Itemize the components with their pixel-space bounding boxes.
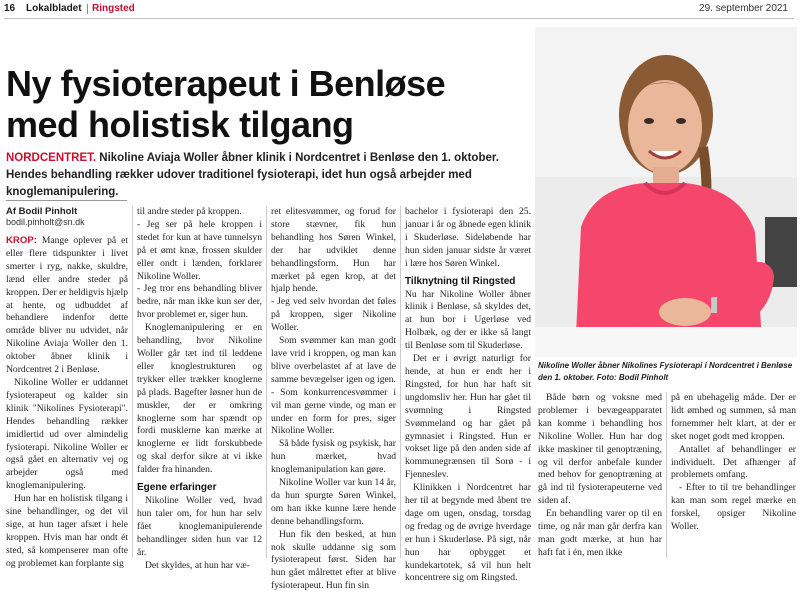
header-rule [4,18,794,19]
col2-para-1: til andre steder på kroppen. [137,206,242,217]
headline: Ny fysioterapeut i Benløse med holistisk tilgang [6,63,446,145]
column-divider [266,206,267,558]
col1-para-3: Hun har en holistisk tilgang i sine behandlinger, og det vil sige, at hun tager afsæt i hele kroppen. Hvis man har ondt ét sted, så kompenserer man ofte og problemet kan forplante sig [6,493,128,569]
article-column-4 [405,206,531,585]
column-divider [666,392,667,558]
col4-para-4: Klinikken i Nordcentret har her til at begynde med åbent tre dage om ugen, onsdag, torsdag og fredag og de øvrige hverdage er hun i Skuderløse. På sigt, når hun har opbygget et kundekartotek, så vil hun helt koncentrere sig om Ringsted. [405,482,531,584]
col5-para-1: Både børn og voksne med problemer i bevægeapparatet kan komme i behandling hos Nikoline Woller. Hun har dog ikke maskiner til genoptræning, og vil derfor anbefale kunder med behov for genoptræning at gå ind til fysioterapeuterne ved siden af. [538,392,662,507]
subheading-tilknytning: Tilknytning til Ringsted [405,275,516,287]
portrait-illustration [535,27,797,357]
lead-text: Nikoline Aviaja Woller åbner klinik i Nordcentret i Benløse den 1. oktober. Hendes behandling rækker udover traditionel fysioterapi, idet hun også arbejder med knoglemanipulering. [6,152,499,198]
col3-para-1: ret elitesvømmer, og forud for store stævner, fik hun behandling hos Søren Winkel, der har udviklet denne behandlingsform. Hun har mærket på egen krop, at det hjalp hende. [271,206,396,295]
col4-para-3: Det er i øvrigt naturligt for hende, at hun er endt her i Ringsted, for hun har haft sit ungdomsliv her. Hun har gået til svømning i Ringsted Svømmeland og har gået på gymnasiet i Ringsted. Hun er vokset lige på den anden side af kommunegrænsen til Sorø - i Fjenneslev. [405,353,531,481]
col3-para-4: - Som konkurrencesvømmer i vil man gerne vinde, og man er under en form for pres, siger Nikoline Woller. [271,386,396,437]
col4-para-1: bachelor i fysioterapi den 25. januar i år og åbnede egen klinik i Skuderløse. Sideløbende har hun siden januar sidste år været i lære hos Søren Winkel. [405,206,531,269]
col1-para-1-text: Mange oplever på et eller flere tidspunkter i livet smerter i ryg, nakke, skuldre, lænd eller andre steder på kroppen. Der er heldigvis hjælp at hente, og udbuddet af behandlere indenfor dette område bliver nu udvidet, når Nikoline Aviaja Woller den 1. oktober åbner klinik i Nordcentret 2 i Benløse. [6,235,128,376]
body-kicker: KROP: [6,235,37,246]
col3-para-5: Så både fysisk og psykisk, har hun mærket, hvad knoglemanipulation kan gøre. [271,438,396,476]
column-divider [132,206,133,558]
col2-para-6: Det skyldes, at hun har væ- [145,559,250,571]
byline-rule [6,200,127,201]
col5-para-2: En behandling varer op til en time, og når man går derfra kan man godt mærke, at hun har haft fat i én, men ikke [538,508,662,558]
article-column-2 [137,206,262,572]
column-divider [400,206,401,558]
issue-date: 29. september 2021 [699,3,788,14]
portrait-photo [535,27,797,357]
subheading-erfaringer: Egene erfaringer [137,482,217,494]
section-name: Ringsted [92,3,135,14]
col2-para-3: - Jeg tror ens behandling bliver bedre, når man ikke kun ser der, hvor problemet er, siger hun. [137,283,262,321]
col2-para-4: Knoglemanipulering er en behandling, hvor Nikoline Woller går tæt ind til leddene eller knoglestrukturen og trykker eller trækker knoglerne på plads. Bagefter løsner hun de muskler, der er omkring knoglerne som har spændt op fordi musklerne kan mærke at knoglerne er lidt forskubbede og skal derfor sikre at vi ikke falder fra hinanden. [137,322,262,476]
col2-para-2: - Jeg ser på hele kroppen i stedet for kun at have tunnelsyn på et ømt knæ, frossen skulder eller ondt i lænden, forklarer Nikoline Woller. [137,218,262,282]
col2-para-5: Nikoline Woller ved, hvad hun taler om, for hun har selv fået knoglemanipulerende behandlinger siden hun var 12 år. [137,495,262,558]
col3-para-2: - Jeg ved selv hvordan det føles på kroppen, siger Nikoline Woller. [271,296,396,334]
newspaper-name: Lokalbladet [26,3,82,14]
lead-kicker: NORDCENTRET. [6,152,97,164]
col3-para-6: Nikoline Woller var kun 14 år, da hun spurgte Søren Winkel, om han ikke kunne lære hende denne behandlingsform. [271,477,396,527]
photo-caption: Nikoline Woller åbner Nikolines Fysioterapi i Nordcentret i Benløse den 1. oktober. Foto: Bodil Pinholt [538,361,793,382]
col6-para-1: på en ubehagelig måde. Der er lidt ømhed og summen, så man fornemmer helt klart, at der er sket noget godt med kroppen. [671,392,796,442]
page-number: 16 [4,3,16,14]
article-column-3 [271,206,396,593]
col3-para-7: Hun fik den besked, at hun nok skulle uddanne sig som fysioterapeut først. Siden har hun gået målrettet efter at blive fysioterapeut. Hun fin sin [271,528,396,592]
article-column-5 [538,392,662,560]
col6-para-3: - Efter to til tre behandlinger kan man som regel mærke en forskel, opsiger Nikoline Woller. [671,482,796,533]
byline-author: Af Bodil Pinholt [6,206,78,217]
lead-paragraph [6,150,531,201]
col6-para-2: Antallet af behandlinger er individuelt. Det afhænger af problemets omfang. [671,443,796,481]
article-column-6 [671,392,796,534]
header-divider [87,4,88,14]
col1-para-2: Nikoline Woller er uddannet fysioterapeut og kalder sin klinik "Nikolines Fysioterapi". Hendes behandling rækker imidlertid ud over almindelig fysioterapi. Nikoline Woller er også gået en alternativ vej og arbejder også med knoglemanipulering. [6,376,128,492]
col1-para-1 [6,235,128,377]
page-header [0,0,800,22]
col4-para-2: Nu har Nikoline Woller åbner klinik i Benløse, så skyldes det, at hun bor i Ugerløse ved Holbæk, og der er ikke så langt til Benløse som til Skuderløse. [405,288,531,352]
col3-para-3: Som svømmer kan man godt lave vrid i kroppen, og man kan blive overbelastet af at lave de samme bevægelser igen og igen. [271,335,396,385]
byline-email: bodil.pinholt@sn.dk [6,217,85,227]
article-column-1 [6,206,128,571]
